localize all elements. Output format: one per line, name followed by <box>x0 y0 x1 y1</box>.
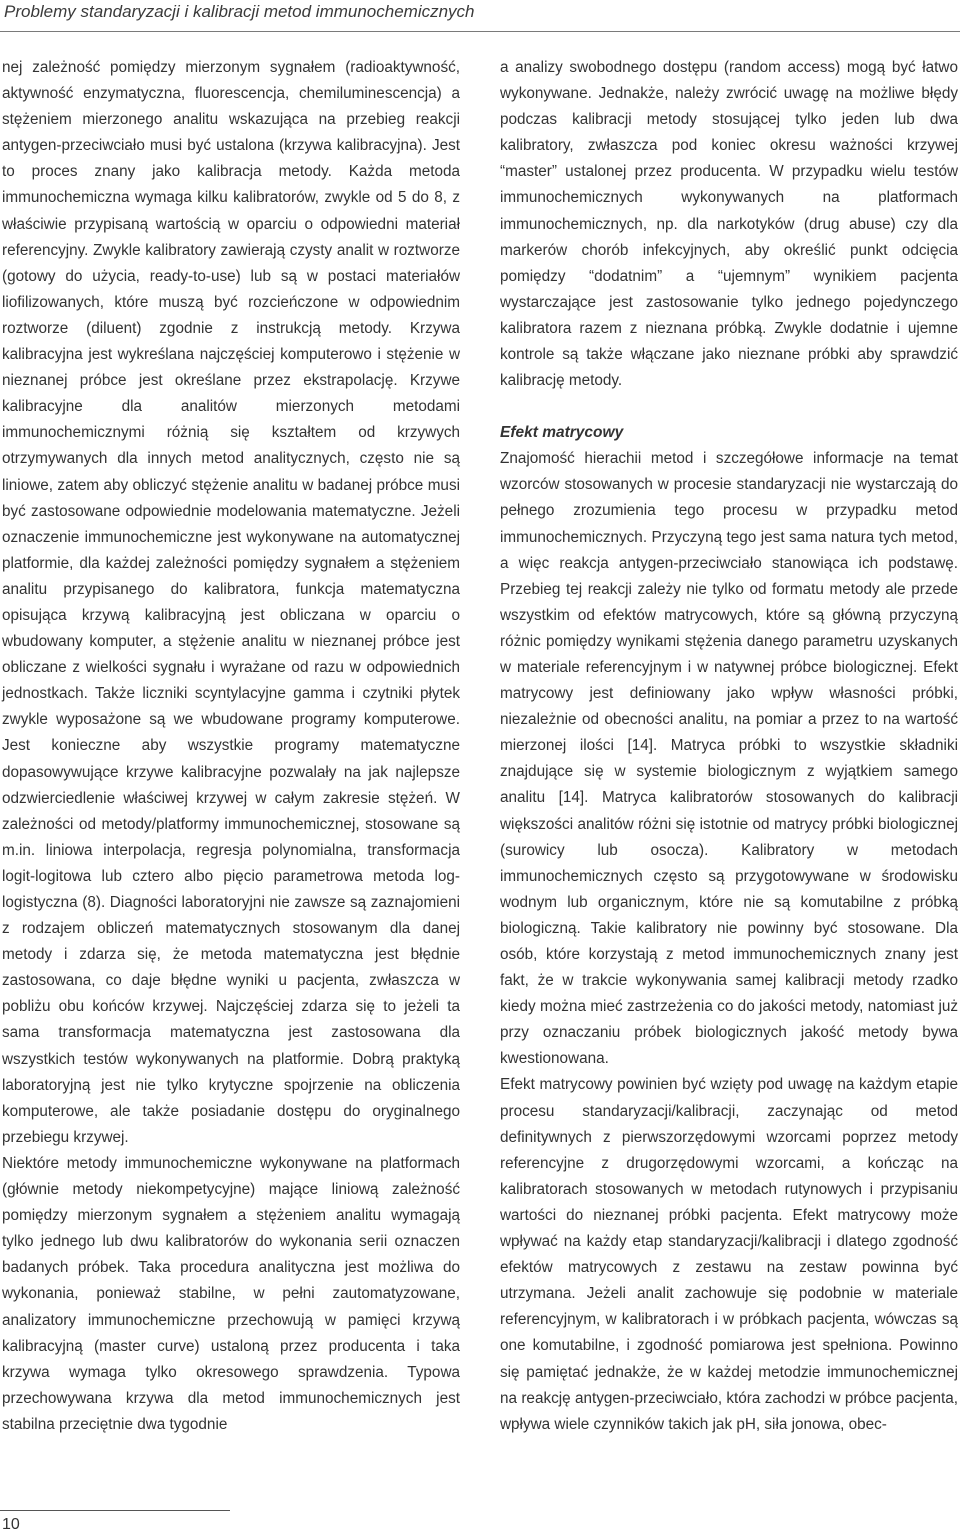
footer-rule <box>0 1510 230 1511</box>
left-paragraph-1: nej zależność pomiędzy mierzonym sygnałem (radioaktywność, aktywność enzymatyczna, fluorescencja, chemiluminescencja) a stężeniem mierzonego analitu wskazująca na przebieg reakcji antygen-przeciwciało musi być ustalona (krzywa kalibracyjna). Jest to proces znany jako kalibracja metody. Każda metoda immunochemiczna wymaga kilku kalibratorów, zwykle od 5 do 8, z właściwie przypisaną wartością w oparciu o odpowiedni materiał referencyjny. Zwykle kalibratory zawierają czysty analit w roztworze (gotowy do użycia, ready-to-use) lub są w postaci materiałów liofilizowanych, które muszą być rozcieńczone w odpowiednim roztworze (diluent) zgodnie z instrukcją metody. Krzywa kalibracyjna jest wykreślana najczęściej komputerowo i stężenie w nieznanej próbce jest określane przez ekstrapolację. Krzywe kalibracyjne dla analitów mierzonych metodami immunochemicznymi różnią się kształtem od krzywych otrzymywanych dla innych metod analitycznych, często nie są liniowe, zatem aby obliczyć stężenie analitu w badanej próbce musi być zastosowane odpowiednie modelowania matematyczne. Jeżeli oznaczenie immunochemiczne jest wykonywane na automatycznej platformie, dla każdej zależności pomiędzy sygnałem a stężeniem analitu przypisanego do kalibratora, funkcja matematyczna opisująca krzywą kalibracyjną jest obliczana w oparciu o wbudowany komputer, a stężenie analitu w nieznanej próbce jest obliczane z wielkości sygnału i wyrażane od razu w odpowiednich jednostkach. Także liczniki scyntylacyjne gamma i czytniki płytek zwykle wyposażone są we wbudowane programy komputerowe. Jest konieczne aby wszystkie programy matematyczne dopasowywujące krzywe kalibracyjne pozwalały na jak najlepsze odzwierciedlenie właściwej krzywej w całym zakresie stężeń. W zależności od metody/platformy immunochemicznej, stosowane są m.in. liniowa interpolacja, regresja polynomialna, transformacja logit-logitowa lub cztero albo pięcio parametrowa metoda log-logistyczna (8). Diagności laboratoryjni nie zawsze są zaznajomieni z rodzajem obliczeń matematycznych stosowanym dla danej metody i zdarza się, że metoda matematyczna jest błędnie zastosowana, co daje błędne wyniki u pacjenta, zwłaszcza w pobliżu obu końców krzywej. Najczęściej zdarza się to jeżeli ta sama transformacja matematyczna jest zastosowana dla wszystkich testów wykonywanych na platformie. Dobrą praktyką laboratoryjną jest nie tylko krytyczne spojrzenie na obliczenia komputerowe, ale także posiadanie dostępu do oryginalnego przebiegu krzywej. <box>2 59 460 1146</box>
header-rule <box>0 31 960 32</box>
left-paragraph-2: Niektóre metody immunochemiczne wykonywane na platformach (głównie metody niekompetycyjne) mające liniową zależność pomiędzy mierzonym sygnałem a stężeniem analitu wymagają tylko jednego lub dwu kalibratorów do wykonania serii oznaczen badanych próbek. Taka procedura analityczna jest możliwa do wykonania, ponieważ stabilne, w pełni zautomatyzowane, analizatory immunochemiczne przechowują w pamięci krzywą kalibracyjną (master curve) ustaloną przez producenta i taka krzywa wymaga tylko okresowego sprawdzenia. Typowa przechowywana krzywa dla metod immunochemicznych jest stabilna przeciętnie dwa tygodnie <box>2 1154 460 1433</box>
right-paragraph-3: Efekt matrycowy powinien być wzięty pod uwagę na każdym etapie procesu standaryzacji/kalibracji, zaczynając od metod definitywnych z pierwszorzędowymi wzorcami poprzez metody referencyjne z drugorzędowymi wzorcami, a kończąc na kalibratorach stosowanych w metodach rutynowych i przypisaniu wartości do nieznanej próbki pacjenta. Efekt matrycowy może wpływać na każdy etap standaryzacji/kalibracji i dlatego zgodność efektów matrycowych z zestawu na zestaw powinna być utrzymana. Jeżeli analit zachowuje się podobnie w materiale referencyjnym, w kalibratorach i w próbkach pacjenta, wówczas są one komutabilne, i zgodność pomiarowa jest spełniona. Powinno się pamiętać jednakże, że w każdej metodzie immunochemicznej na reakcję antygen-przeciwciało, która zachodzi w próbce pacjenta, wpływa wiele czynników takich jak pH, siła jonowa, obec- <box>500 1076 958 1433</box>
section-heading-matrix-effect: Efekt matrycowy <box>500 424 624 442</box>
left-column <box>2 55 460 1438</box>
running-header-title: Problemy standaryzacji i kalibracji metod immunochemicznych <box>4 2 475 21</box>
running-header <box>0 0 960 34</box>
page-number: 10 <box>2 1516 20 1533</box>
right-paragraph-1: a analizy swobodnego dostępu (random access) mogą być łatwo wykonywane. Jednakże, należy zwrócić uwagę na możliwe błędy podczas kalibracji metody stosującej tylko jeden lub dwa kalibratory, zwłaszcza pod koniec okresu ważności krzywej “master” ustalonej przez producenta. W przypadku wielu testów immunochemicznych wykonywanych na platformach immunochemicznych, np. dla narkotyków (drug abuse) czy dla markerów chorób infekcyjnych, aby określić punkt odcięcia pomiędzy “dodatnim” a “ujemnym” wynikiem pacjenta wystarczające jest zastosowanie tylko jednego pojedynczego kalibratora razem z nieznana próbką. Zwykle dodatnie i ujemne kontrole są także włączane jako nieznane próbki aby sprawdzić kalibrację metody. <box>500 59 958 390</box>
right-column <box>500 55 958 1438</box>
right-paragraph-2: Znajomość hierachii metod i szczegółowe informacje na temat wzorców stosowanych w procesie standaryzacji nie wystarczają do pełnego zrozumienia tego procesu w przypadku metod immunochemicznych. Przyczyną tego jest sama natura tych metod, a więc reakcja antygen-przeciwciało stanowiąca ich podstawę. Przebieg tej reakcji zależy nie tylko od formatu metody ale przede wszystkim od efektów matrycowych, które są główną przyczyną różnic pomiędzy wynikami stężenia danego parametru uzyskanych w materiale referencyjnym i w natywnej próbce biologicznej. Efekt matrycowy jest definiowany jako wpływ własności próbki, niezależnie od obecności analitu, na pomiar a przez to na wartość mierzonej ilości [14]. Matryca próbki to wszystkie składniki znajdujące się w systemie biologicznym z wyjątkiem samego analitu [14]. Matryca kalibratorów stosowanych do kalibracji większości analitów różni się istotnie od matrycy próbki biologicznej (surowicy lub osocza). Kalibratory w metodach immunochemicznych często są przygotowywane w środowisku wodnym lub organicznym, które nie są komutabilne z próbką biologiczną. Takie kalibratory nie powinny być stosowane. Dla osób, które korzystają z metod immunochemicznych znany jest fakt, że w trakcie wykonywania samej kalibracji metody rzadko kiedy można mieć zastrzeżenia co do jakości metody, natomiast już przy oznaczaniu próbek biologicznych jakość metody bywa kwestionowana. <box>500 450 958 1068</box>
